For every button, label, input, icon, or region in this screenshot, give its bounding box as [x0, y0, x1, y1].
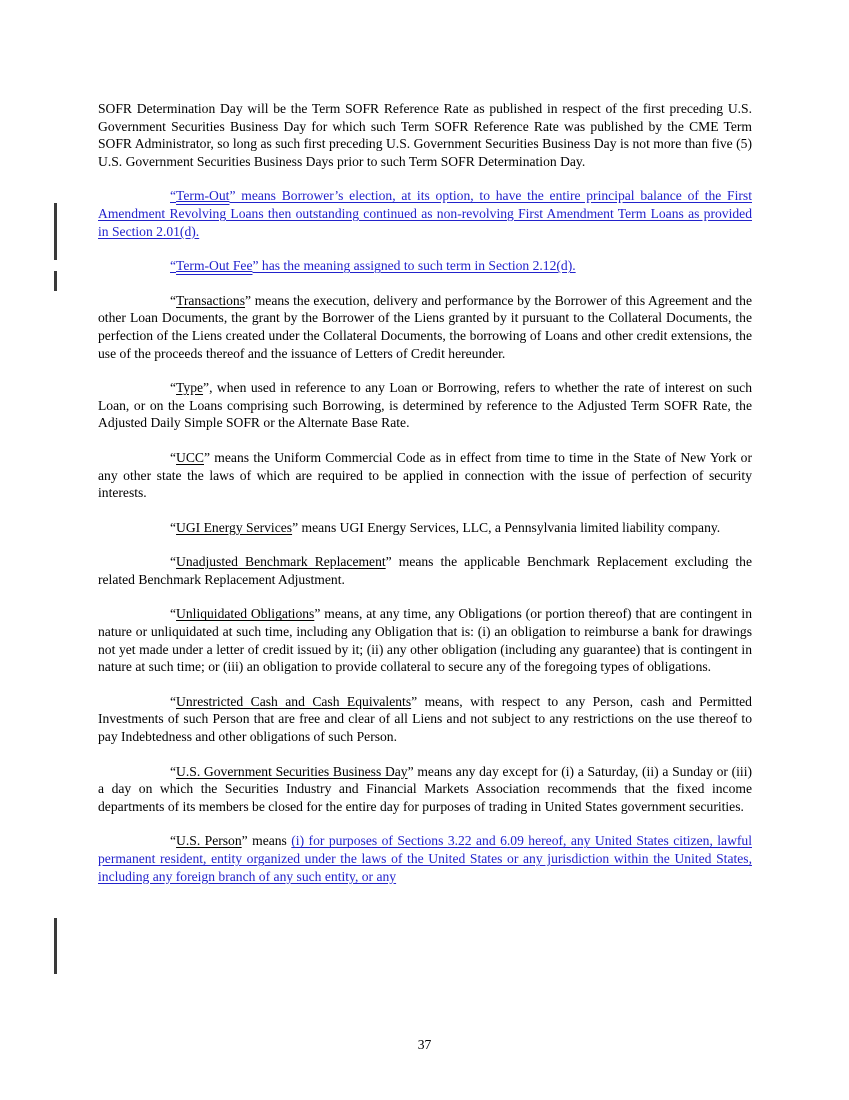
text-run: ” means any day except for (i) a Saturday, (ii) a Sunday or (iii) a day on which the Securities Industry and Financial Markets Association recommends that the fixed income departments of its members be closed for the entire day for purposes of trading in United States government securities.: [98, 763, 752, 814]
paragraph: [98, 693, 752, 746]
defined-term: Unliquidated Obligations: [176, 606, 315, 622]
paragraph: [98, 605, 752, 675]
text-run: “: [170, 833, 177, 849]
text-run: (i) for purposes of Sections 3.22 and 6.09 hereof, any United States citizen, lawful permanent resident, entity organized under the laws of the United States or any jurisdiction within the United States, including any foreign branch of any such entity, or any: [98, 833, 752, 884]
defined-term: Term-Out: [176, 188, 230, 204]
text-run: ” means: [241, 833, 292, 849]
defined-term: U.S. Person: [176, 833, 242, 849]
text-run: ” means the applicable Benchmark Replacement excluding the related Benchmark Replacement Adjustment.: [98, 554, 753, 587]
text-run: “: [170, 763, 177, 779]
defined-term: UCC: [176, 449, 204, 465]
text-run: ” means, at any time, any Obligations (or portion thereof) that are contingent in nature or unliquidated at such time, including any Obligation that is: (i) an obligation to reimburse a bank for drawings not yet made under a letter of credit issued by it; (ii) any other obligation (including any guarantee) that is contingent in nature at such time; or (iii) an obligation to provide collateral to secure any of the foregoing types of obligations.: [98, 606, 752, 675]
paragraph: [98, 187, 752, 240]
defined-term: UGI Energy Services: [176, 519, 293, 535]
text-run: “: [170, 258, 177, 274]
text-run: “: [170, 519, 177, 535]
paragraph: [98, 257, 752, 275]
text-run: ”, when used in reference to any Loan or Borrowing, refers to whether the rate of interest on such Loan, or on the Loans comprising such Borrowing, is determined by reference to the Adjusted Term SOFR Rate, the Adjusted Daily Simple SOFR or the Alternate Base Rate.: [98, 380, 752, 431]
page-number: 37: [417, 1037, 432, 1052]
defined-term: Term-Out Fee: [176, 258, 253, 274]
text-run: SOFR Determination Day will be the Term SOFR Reference Rate as published in respect of the first preceding U.S. Government Securities Business Day for which such Term SOFR Reference Rate was published by the CME Term SOFR Administrator, so long as such first preceding U.S. Government Securities Business Day is not more than five (5) U.S. Government Securities Business Days prior to such Term SOFR Determination Day.: [98, 101, 752, 169]
defined-term: Type: [176, 380, 204, 396]
text-run: ” means UGI Energy Services, LLC, a Pennsylvania limited liability company.: [292, 519, 721, 535]
text-run: ” has the meaning assigned to such term in Section 2.12(d).: [252, 258, 576, 274]
defined-term: Unadjusted Benchmark Replacement: [176, 554, 386, 570]
text-run: “: [170, 188, 177, 204]
document-body: [98, 100, 752, 902]
paragraph: [98, 832, 752, 885]
text-run: ” means Borrower’s election, at its option, to have the entire principal balance of the First Amendment Revolving Loans then outstanding continued as non-revolving First Amendment Term Loans as provided in Section 2.01(d).: [98, 188, 752, 239]
paragraph: [98, 519, 752, 537]
text-run: “: [170, 449, 177, 465]
paragraph: [98, 553, 752, 588]
text-run: ” means the execution, delivery and performance by the Borrower of this Agreement and the other Loan Documents, the grant by the Borrower of the Liens granted by it pursuant to the Collateral Documents, the perfection of the Liens created under the Collateral Documents, the borrowing of Loans and other credit extensions, the use of the proceeds thereof and the issuance of Letters of Credit hereunder.: [98, 292, 752, 361]
text-run: “: [170, 606, 177, 622]
defined-term: Unrestricted Cash and Cash Equivalents: [176, 693, 412, 709]
defined-term: U.S. Government Securities Business Day: [176, 763, 408, 779]
text-run: ” means the Uniform Commercial Code as in effect from time to time in the State of New York or any other state the laws of which are required to be applied in connection with the issue of perfection of security interests.: [98, 449, 752, 501]
paragraph: [98, 763, 752, 816]
paragraph: [98, 100, 752, 170]
change-bar: [54, 271, 57, 291]
defined-term: Transactions: [176, 292, 246, 308]
change-bar: [54, 203, 57, 260]
text-run: ” means, with respect to any Person, cash and Permitted Investments of such Person that are free and clear of all Liens and not subject to any restrictions on the use thereof to pay Indebtedness and other obligations of such Person.: [98, 693, 752, 745]
text-run: “: [170, 554, 177, 570]
paragraph: [98, 449, 752, 502]
text-run: “: [170, 693, 177, 709]
change-bar: [54, 918, 57, 974]
text-run: “: [170, 380, 177, 396]
text-run: “: [170, 292, 177, 308]
paragraph: [98, 292, 752, 362]
paragraph: [98, 379, 752, 432]
